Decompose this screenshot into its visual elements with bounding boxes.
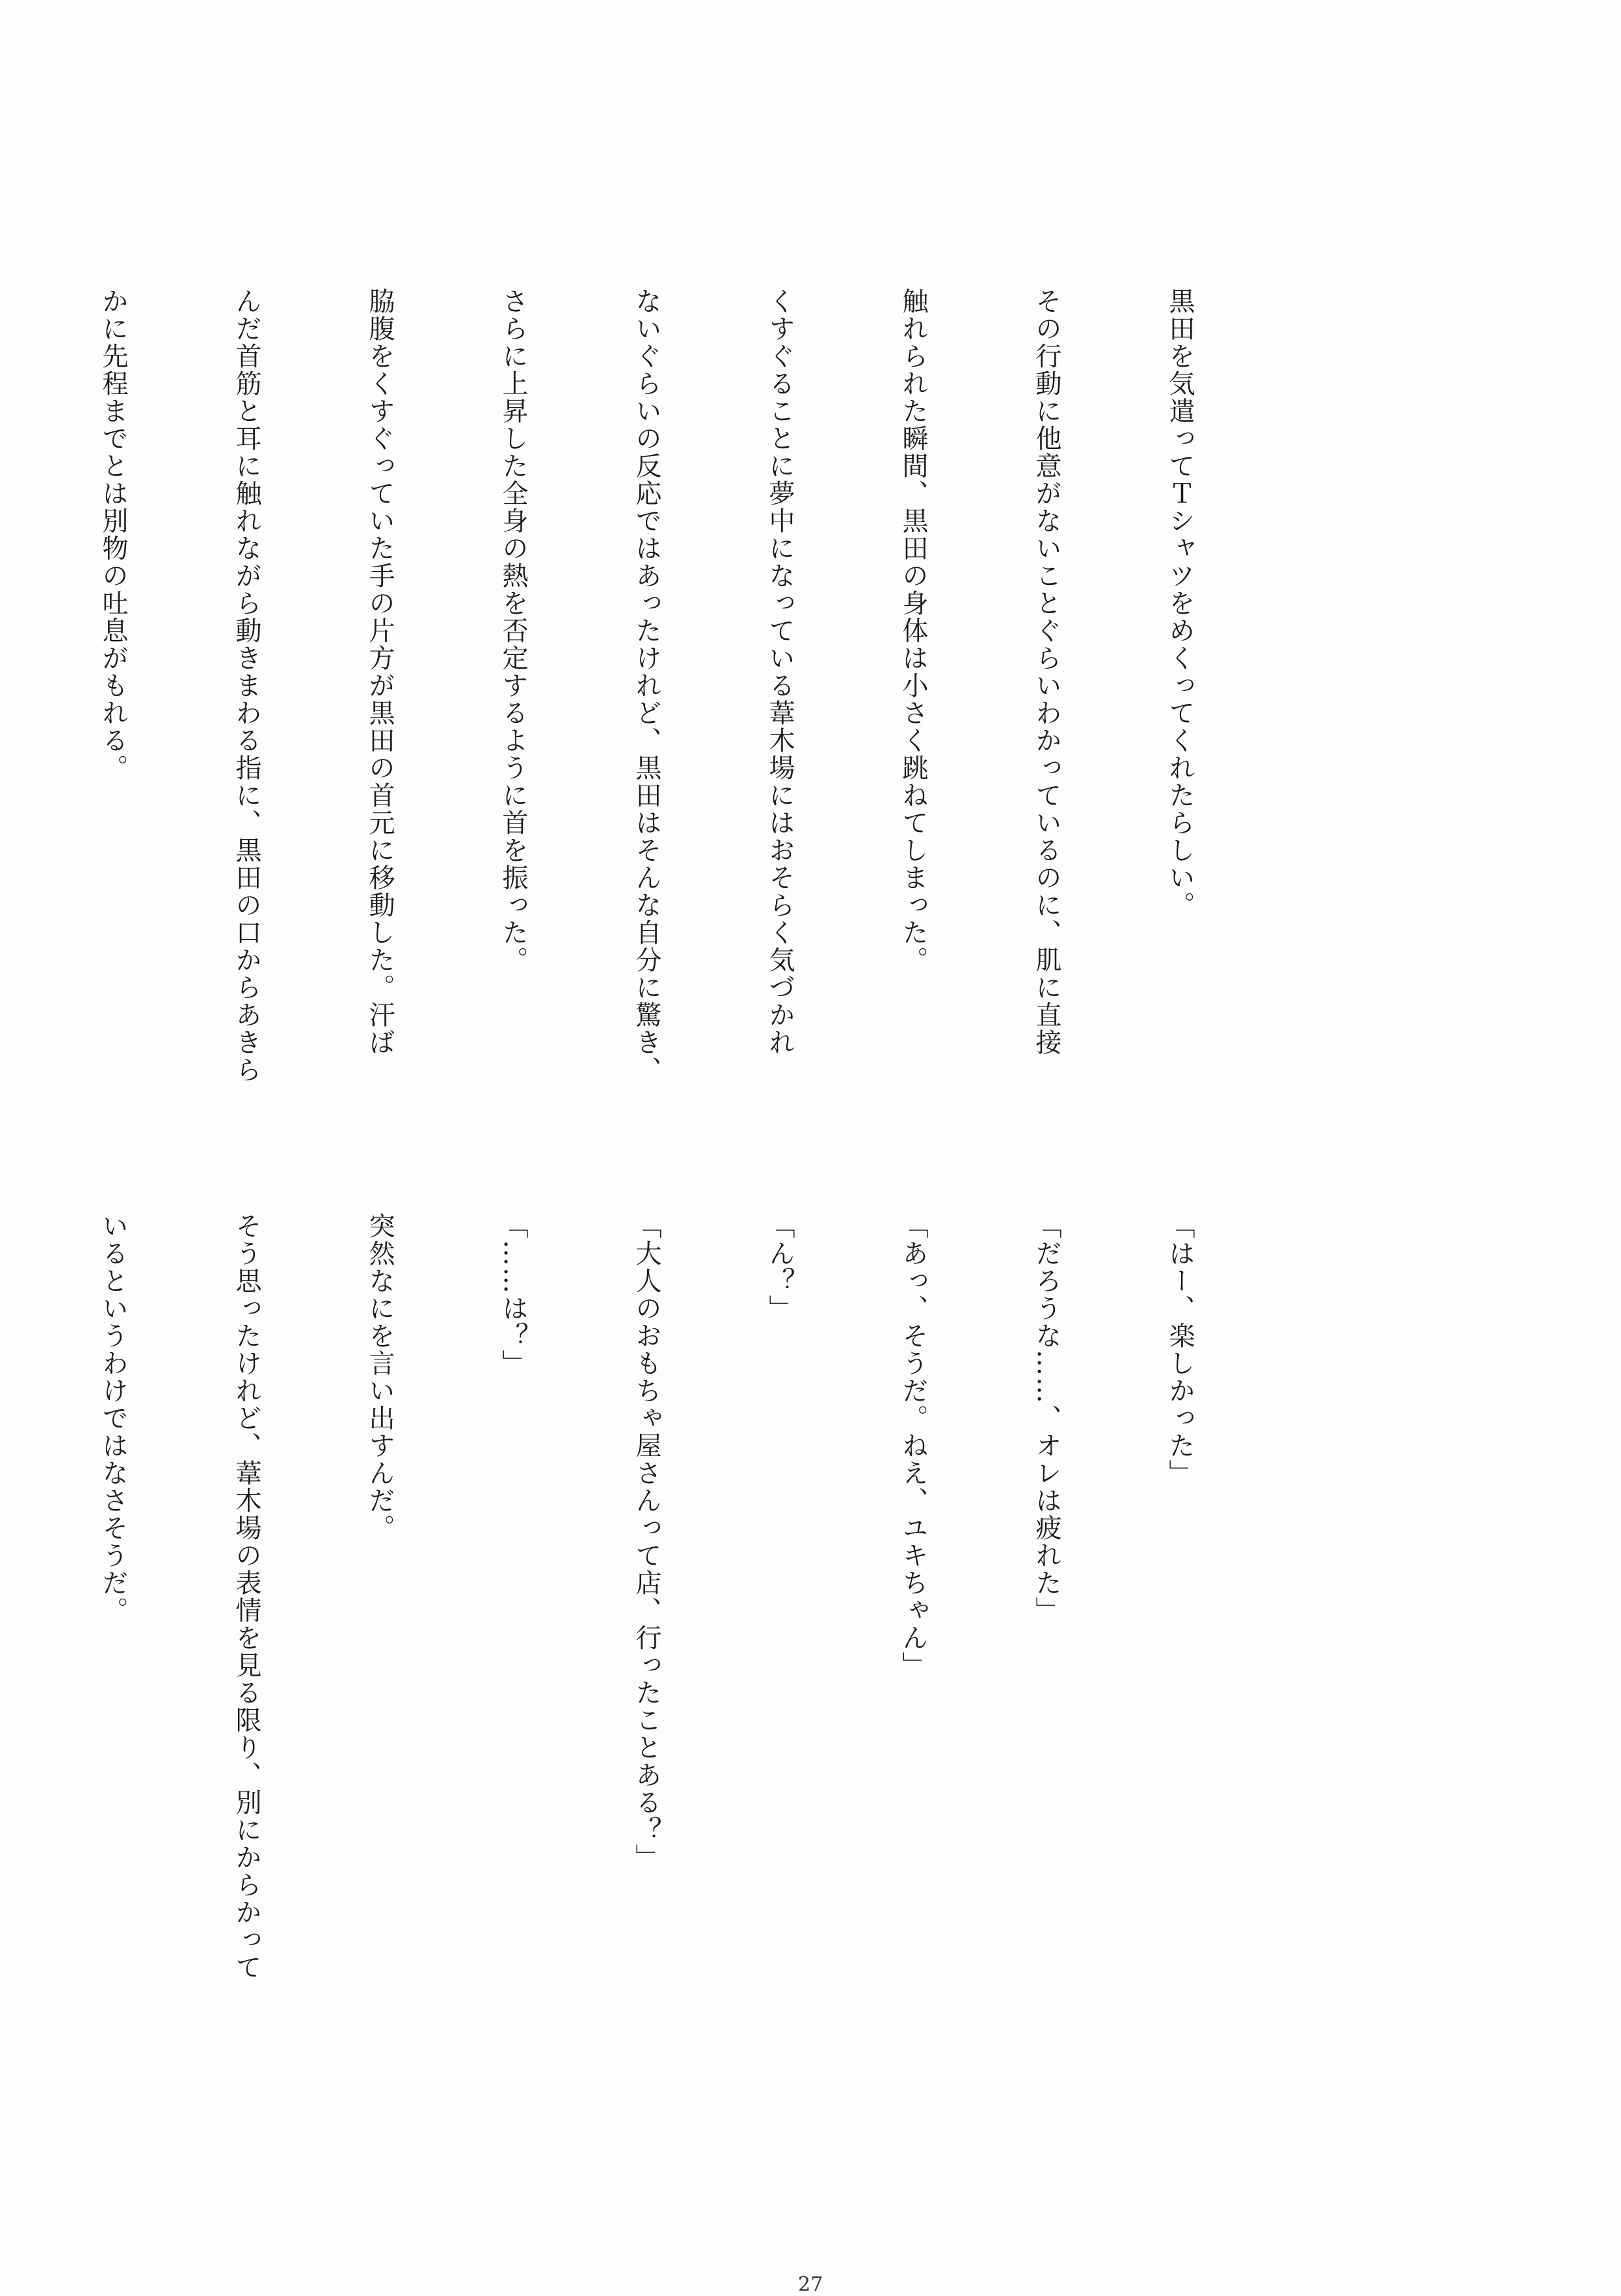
text-line: くすぐることに夢中になっている葦木場にはおそらく気づかれ xyxy=(765,288,795,1056)
text-line: 「だろうな……、オレは疲れた」 xyxy=(1031,1212,1061,1624)
text-line: 「あっ、そうだ。ねえ、ユキちゃん」 xyxy=(898,1212,928,1679)
text-line: 突然なにを言い出すんだ。 xyxy=(365,1212,395,1542)
text-line: 「……は？」 xyxy=(498,1212,528,1377)
upper-text-block xyxy=(98,288,1291,1216)
text-line: 黒田を気遣ってＴシャツをめくってくれたらしい。 xyxy=(1165,288,1195,919)
lower-text-block xyxy=(98,1212,1291,2167)
page-number: 27 xyxy=(797,2273,824,2296)
text-line: いるというわけではなさそうだ。 xyxy=(98,1212,128,1624)
text-line: さらに上昇した全身の熱を否定するように首を振った。 xyxy=(498,288,528,974)
text-line: 脇腹をくすぐっていた手の片方が黒田の首元に移動した。汗ば xyxy=(365,288,395,1056)
text-line xyxy=(0,1212,2,2167)
text-line: んだ首筋と耳に触れながら動きまわる指に、黒田の口からあきら xyxy=(231,288,261,1084)
text-line: 「大人のおもちゃ屋さんって店、行ったことある？」 xyxy=(631,1212,661,1871)
text-line: 「ん？」 xyxy=(765,1212,795,1322)
text-line: 触れられた瞬間、黒田の身体は小さく跳ねてしまった。 xyxy=(898,288,928,974)
text-line: 「はー、楽しかった」 xyxy=(1165,1212,1195,1487)
text-line: かに先程までとは別物の吐息がもれる。 xyxy=(98,288,128,782)
text-line: ないぐらいの反応ではあったけれど、黒田はそんな自分に驚き、 xyxy=(631,288,661,1084)
text-line: その行動に他意がないことぐらいわかっているのに、肌に直接 xyxy=(1031,288,1061,1056)
text-line xyxy=(0,288,2,1216)
text-line: そう思ったけれど、葦木場の表情を見る限り、別にからかって xyxy=(231,1212,261,1981)
